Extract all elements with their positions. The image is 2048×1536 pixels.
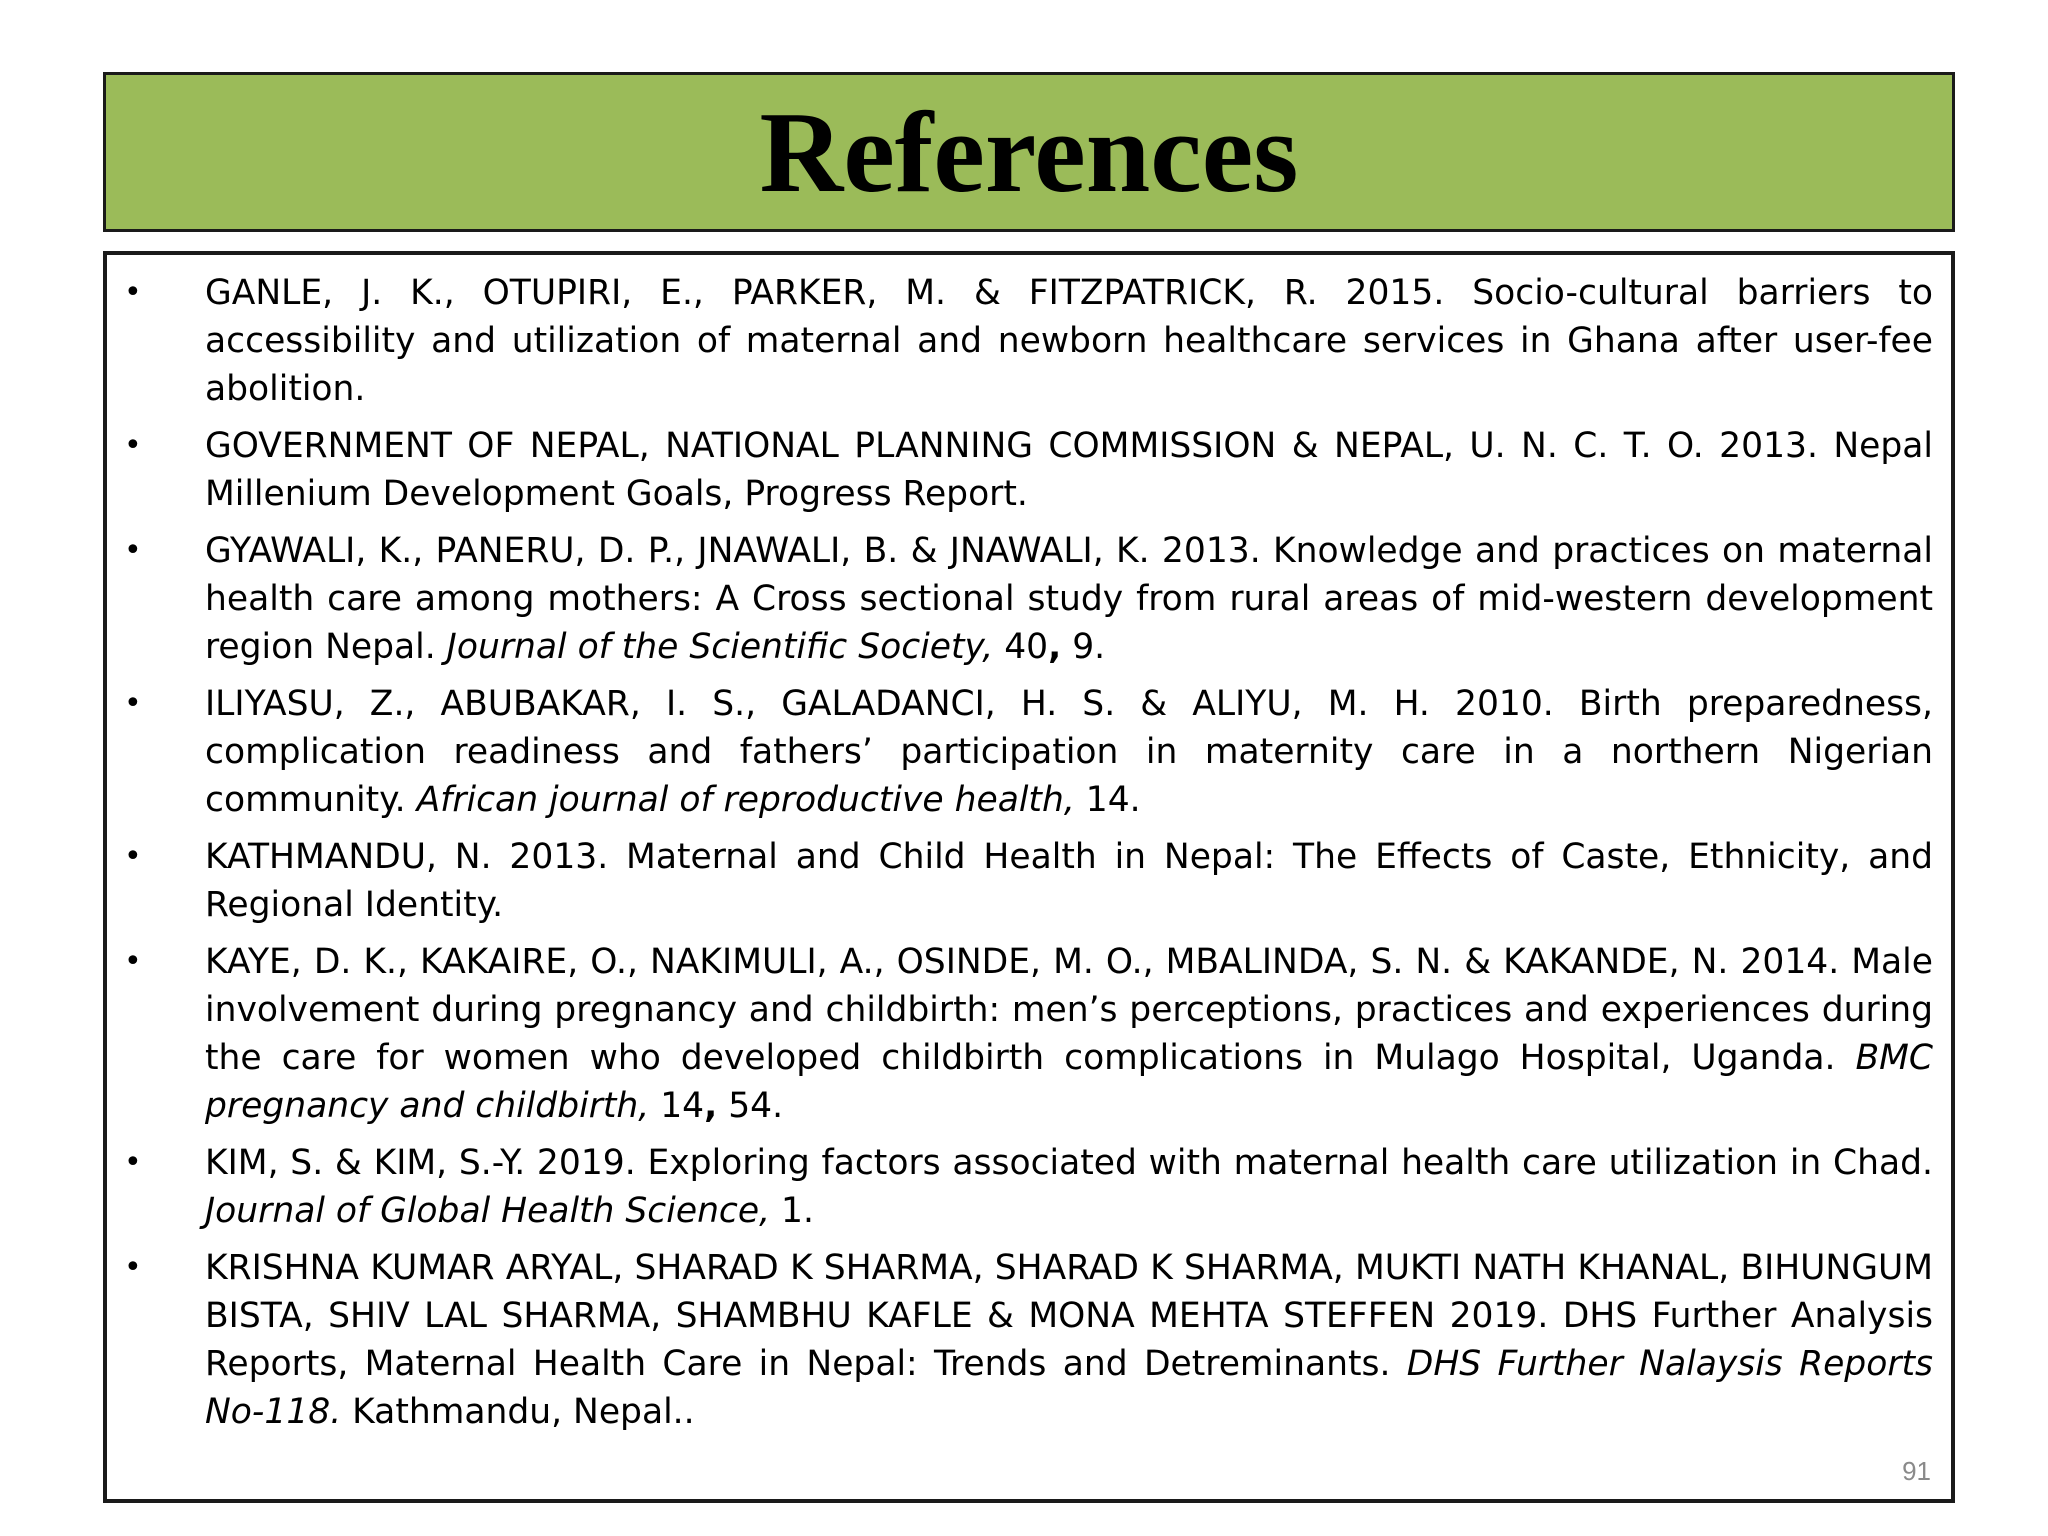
reference-text: ILIYASU, Z., ABUBAKAR, I. S., GALADANCI, H. S. & ALIYU, M. H. 2010. Birth preparedness, complication readiness and fathers’ participation in maternity care in a northern Nigerian community.	[205, 684, 1933, 820]
reference-item	[107, 1139, 1951, 1235]
bullet-icon: •	[124, 533, 142, 568]
reference-item	[107, 422, 1951, 518]
slide-title: References	[759, 89, 1299, 217]
reference-volume: 40	[993, 627, 1049, 667]
reference-text: KAYE, D. K., KAKAIRE, O., NAKIMULI, A., OSINDE, M. O., MBALINDA, S. N. & KAKANDE, N. 2014. Male involvement during pregnancy and childbirth: men’s perceptions, practices and experiences during the care for women who developed childbirth complications in Mulago Hospital, Uganda.	[205, 942, 1933, 1078]
reference-journal: African journal of reproductive health,	[416, 780, 1075, 820]
reference-item	[107, 527, 1951, 671]
bullet-icon: •	[124, 275, 142, 310]
reference-separator: ,	[1048, 627, 1062, 667]
reference-item	[107, 269, 1951, 413]
reference-item	[107, 938, 1951, 1130]
reference-volume: 14	[649, 1086, 705, 1126]
reference-volume: 1.	[770, 1191, 814, 1231]
reference-volume: 14.	[1074, 780, 1141, 820]
bullet-icon: •	[124, 839, 142, 874]
reference-text: KIM, S. & KIM, S.-Y. 2019. Exploring factors associated with maternal health care utilization in Chad.	[205, 1143, 1933, 1183]
bullet-icon: •	[124, 428, 142, 463]
reference-journal: Journal of Global Health Science,	[205, 1191, 771, 1231]
reference-item	[107, 680, 1951, 824]
reference-text: KATHMANDU, N. 2013. Maternal and Child Health in Nepal: The Effects of Caste, Ethnicity, and Regional Identity.	[205, 837, 1933, 925]
page-number: 91	[1902, 1456, 1931, 1486]
title-banner	[103, 72, 1955, 232]
reference-text: KRISHNA KUMAR ARYAL, SHARAD K SHARMA, SHARAD K SHARMA, MUKTI NATH KHANAL, BIHUNGUM BISTA, SHIV LAL SHARMA, SHAMBHU KAFLE & MONA MEHTA STEFFEN 2019. DHS Further Analysis Reports, Maternal Health Care in Nepal: Trends and Detreminants.	[205, 1248, 1933, 1384]
reference-journal: Journal of the Scientific Society,	[446, 627, 994, 667]
reference-journal: BMC pregnancy and childbirth,	[205, 1038, 1933, 1126]
reference-separator: ,	[704, 1086, 718, 1126]
reference-volume: Kathmandu, Nepal..	[341, 1392, 695, 1432]
reference-text: GOVERNMENT OF NEPAL, NATIONAL PLANNING COMMISSION & NEPAL, U. N. C. T. O. 2013. Nepal Millenium Development Goals, Progress Report.	[205, 426, 1933, 514]
reference-item	[107, 1244, 1951, 1436]
bullet-icon: •	[124, 686, 142, 721]
reference-pages: 54.	[717, 1086, 784, 1126]
reference-journal: DHS Further Nalaysis Reports No-118.	[205, 1344, 1934, 1432]
bullet-icon: •	[124, 944, 142, 979]
reference-text: GYAWALI, K., PANERU, D. P., JNAWALI, B. & JNAWALI, K. 2013. Knowledge and practices on maternal health care among mothers: A Cross sectional study from rural areas of mid-western development region Nepal.	[205, 531, 1933, 667]
references-panel	[103, 251, 1955, 1503]
reference-item	[107, 833, 1951, 929]
reference-list	[107, 269, 1951, 1445]
bullet-icon: •	[124, 1250, 142, 1285]
reference-text: GANLE, J. K., OTUPIRI, E., PARKER, M. & FITZPATRICK, R. 2015. Socio-cultural barriers to accessibility and utilization of maternal and newborn healthcare services in Ghana after user-fee abolition.	[205, 273, 1933, 409]
reference-pages: 9.	[1061, 627, 1106, 667]
bullet-icon: •	[124, 1145, 142, 1180]
